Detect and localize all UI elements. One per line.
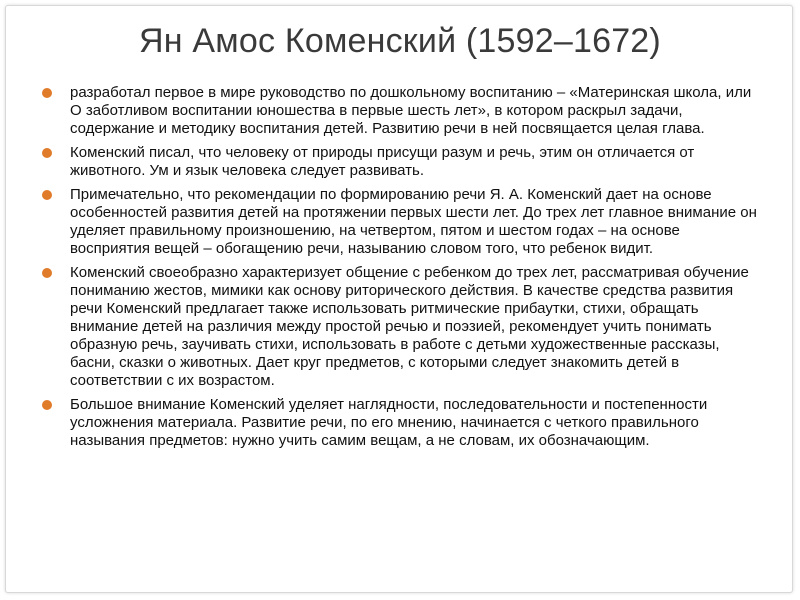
bullet-item (42, 396, 762, 450)
bullet-text: Большое внимание Коменский уделяет наглядности, последовательности и постепенности усложнения материала. Развитие речи, по его мнению, начинается с четкого правильного называния предметов: нужно учить самим вещам, а не словам, их обозначающим. (70, 396, 708, 449)
bullet-text: Коменский писал, что человеку от природы присущи разум и речь, этим он отличается от животного. Ум и язык человека следует развивать. (70, 144, 695, 179)
bullet-dot-icon (42, 148, 52, 158)
bullet-dot-icon (42, 88, 52, 98)
bullet-dot-icon (42, 268, 52, 278)
bullet-text: Коменский своеобразно характеризует общение с ребенком до трех лет, рассматривая обучение пониманию жестов, мимики как основу риторического действия. В качестве средства развития речи Коменский предлагает также использовать ритмические прибаутки, стихи, обращать внимание детей на различия между простой речью и поэзией, рекомендует учить понимать образную речь, заучивать стихи, использовать в работе с детьми художественные рассказы, басни, сказки о животных. Дает круг предметов, с которыми следует знакомить детей в соответствии с их возрастом. (70, 264, 749, 389)
bullet-text: Примечательно, что рекомендации по формированию речи Я. А. Коменский дает на основе особенностей развития детей на протяжении первых шести лет. До трех лет главное внимание он уделяет правильному произношению, на четвертом, пятом и шестом годах – на основе восприятия вещей – обогащению речи, называнию словом того, что ребенок видит. (70, 186, 757, 257)
slide-title: Ян Амос Коменский (1592–1672) (139, 22, 661, 60)
bullet-text: разработал первое в мире руководство по дошкольному воспитанию – «Материнская школа, или О заботливом воспитании юношества в первые шесть лет», в котором раскрыл задачи, содержание и методику воспитания детей. Развитию речи в ней посвящается целая глава. (70, 84, 752, 137)
bullet-item (42, 186, 762, 258)
bullet-dot-icon (42, 190, 52, 200)
bullet-dot-icon (42, 400, 52, 410)
bullet-item (42, 264, 762, 390)
bullet-item (42, 84, 762, 138)
bullet-list (42, 84, 762, 456)
bullet-item (42, 144, 762, 180)
